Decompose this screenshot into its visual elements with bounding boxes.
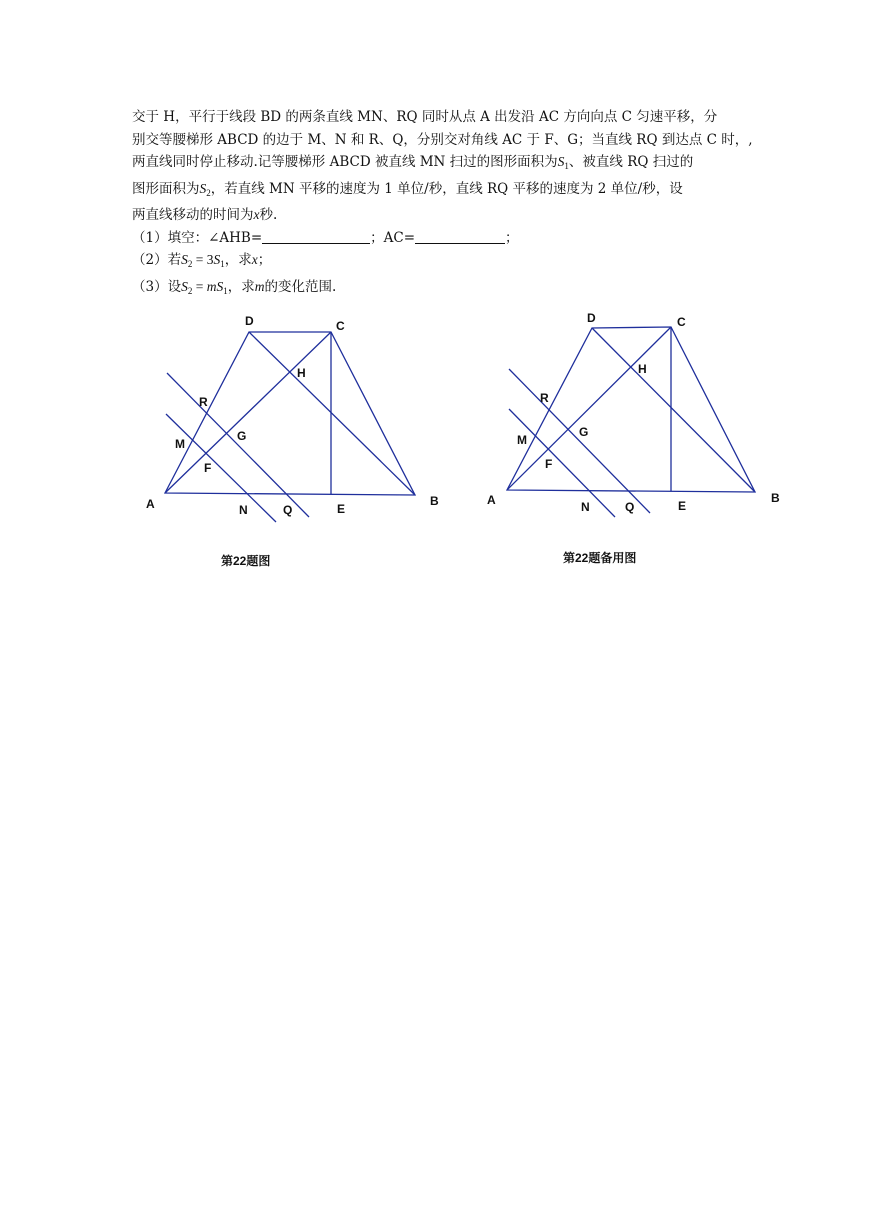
math-symbol: m — [206, 278, 217, 294]
label-n-alt: N — [581, 500, 590, 514]
line-mn-alt — [509, 409, 615, 517]
math-m: m — [254, 278, 265, 294]
text-segment: ； — [257, 252, 272, 268]
problem-line-2: 别交等腰梯形 ABCD 的边于 M、N 和 R、Q，分别交对角线 AC 于 F、G；当直线 RQ 到达点 C 时，, — [132, 131, 753, 148]
label-h: H — [297, 366, 306, 380]
line-mn — [166, 414, 276, 522]
figure-caption-alt: 第22题备用图 — [563, 551, 637, 565]
text-segment: 秒. — [259, 207, 278, 223]
math-x: x — [253, 207, 260, 222]
math-symbol: S — [557, 154, 565, 169]
text-segment: （1）填空：∠AHB= — [132, 229, 263, 246]
text-segment: ，若直线 MN 平移的速度为 1 单位/秒，直线 RQ 平移的速度为 2 单位/秒，设 — [210, 180, 683, 197]
diagonal-ac-alt — [507, 327, 671, 490]
math-subscript: 1 — [564, 161, 569, 171]
diagonal-bd — [249, 332, 415, 495]
math-symbol: S — [199, 180, 207, 196]
math-symbol: S — [181, 278, 188, 294]
label-b-alt: B — [771, 491, 780, 505]
problem-line-1: 交于 H，平行于线段 BD 的两条直线 MN、RQ 同时从点 A 出发沿 AC 方向向点 C 匀速平移，分 — [132, 109, 718, 125]
label-e-alt: E — [678, 499, 687, 513]
text-segment: 的变化范围. — [264, 278, 337, 295]
text-segment: 、被直线 RQ 扫过的 — [568, 154, 694, 170]
trapezoid-abcd — [165, 332, 415, 495]
text-segment: 两直线移动的时间为 — [132, 207, 254, 223]
label-d: D — [245, 314, 254, 328]
text-segment: ，求 — [227, 278, 255, 295]
label-m-alt: M — [517, 433, 527, 447]
label-f: F — [204, 461, 212, 475]
math-subscript: 1 — [223, 285, 228, 296]
text-segment: （2）若 — [132, 252, 182, 268]
math-subscript: 1 — [220, 259, 225, 269]
math-operator: = 3 — [192, 252, 214, 267]
math-subscript: 2 — [187, 259, 193, 269]
math-subscript: 2 — [206, 187, 211, 198]
diagonal-bd-alt — [592, 328, 755, 492]
label-e: E — [337, 502, 346, 516]
label-g: G — [237, 429, 247, 443]
label-r-alt: R — [540, 391, 549, 405]
label-q: Q — [283, 503, 293, 517]
label-q-alt: Q — [625, 500, 635, 514]
math-operator: = — [192, 278, 207, 294]
label-g-alt: G — [579, 425, 589, 439]
math-symbol: S — [213, 252, 221, 267]
label-m: M — [175, 437, 185, 451]
label-c: C — [336, 319, 345, 333]
line-rq — [167, 373, 309, 517]
math-symbol: S — [216, 278, 224, 294]
math-symbol: S — [181, 252, 188, 267]
text-segment: 两直线同时停止移动.记等腰梯形 ABCD 被直线 MN 扫过的图形面积为 — [132, 154, 558, 170]
diagonal-ac — [165, 332, 331, 493]
label-f-alt: F — [545, 457, 553, 471]
label-n: N — [239, 503, 248, 517]
text-segment: ，求 — [224, 252, 252, 268]
label-d-alt: D — [587, 311, 596, 325]
figure-caption-main: 第22题图 — [221, 554, 271, 568]
text-segment: ；AC= — [370, 229, 416, 246]
figure-main — [0, 0, 869, 600]
label-a: A — [146, 497, 155, 511]
math-subscript: 2 — [187, 285, 193, 296]
line-rq-alt — [509, 369, 650, 513]
math-x: x — [251, 252, 258, 267]
text-segment: （3）设 — [132, 278, 182, 295]
label-c-alt: C — [677, 315, 686, 329]
label-h-alt: H — [638, 362, 647, 376]
label-a-alt: A — [487, 493, 496, 507]
text-segment: 图形面积为 — [132, 180, 200, 197]
label-r: R — [199, 395, 208, 409]
text-segment: ； — [505, 229, 519, 246]
label-b: B — [430, 494, 439, 508]
